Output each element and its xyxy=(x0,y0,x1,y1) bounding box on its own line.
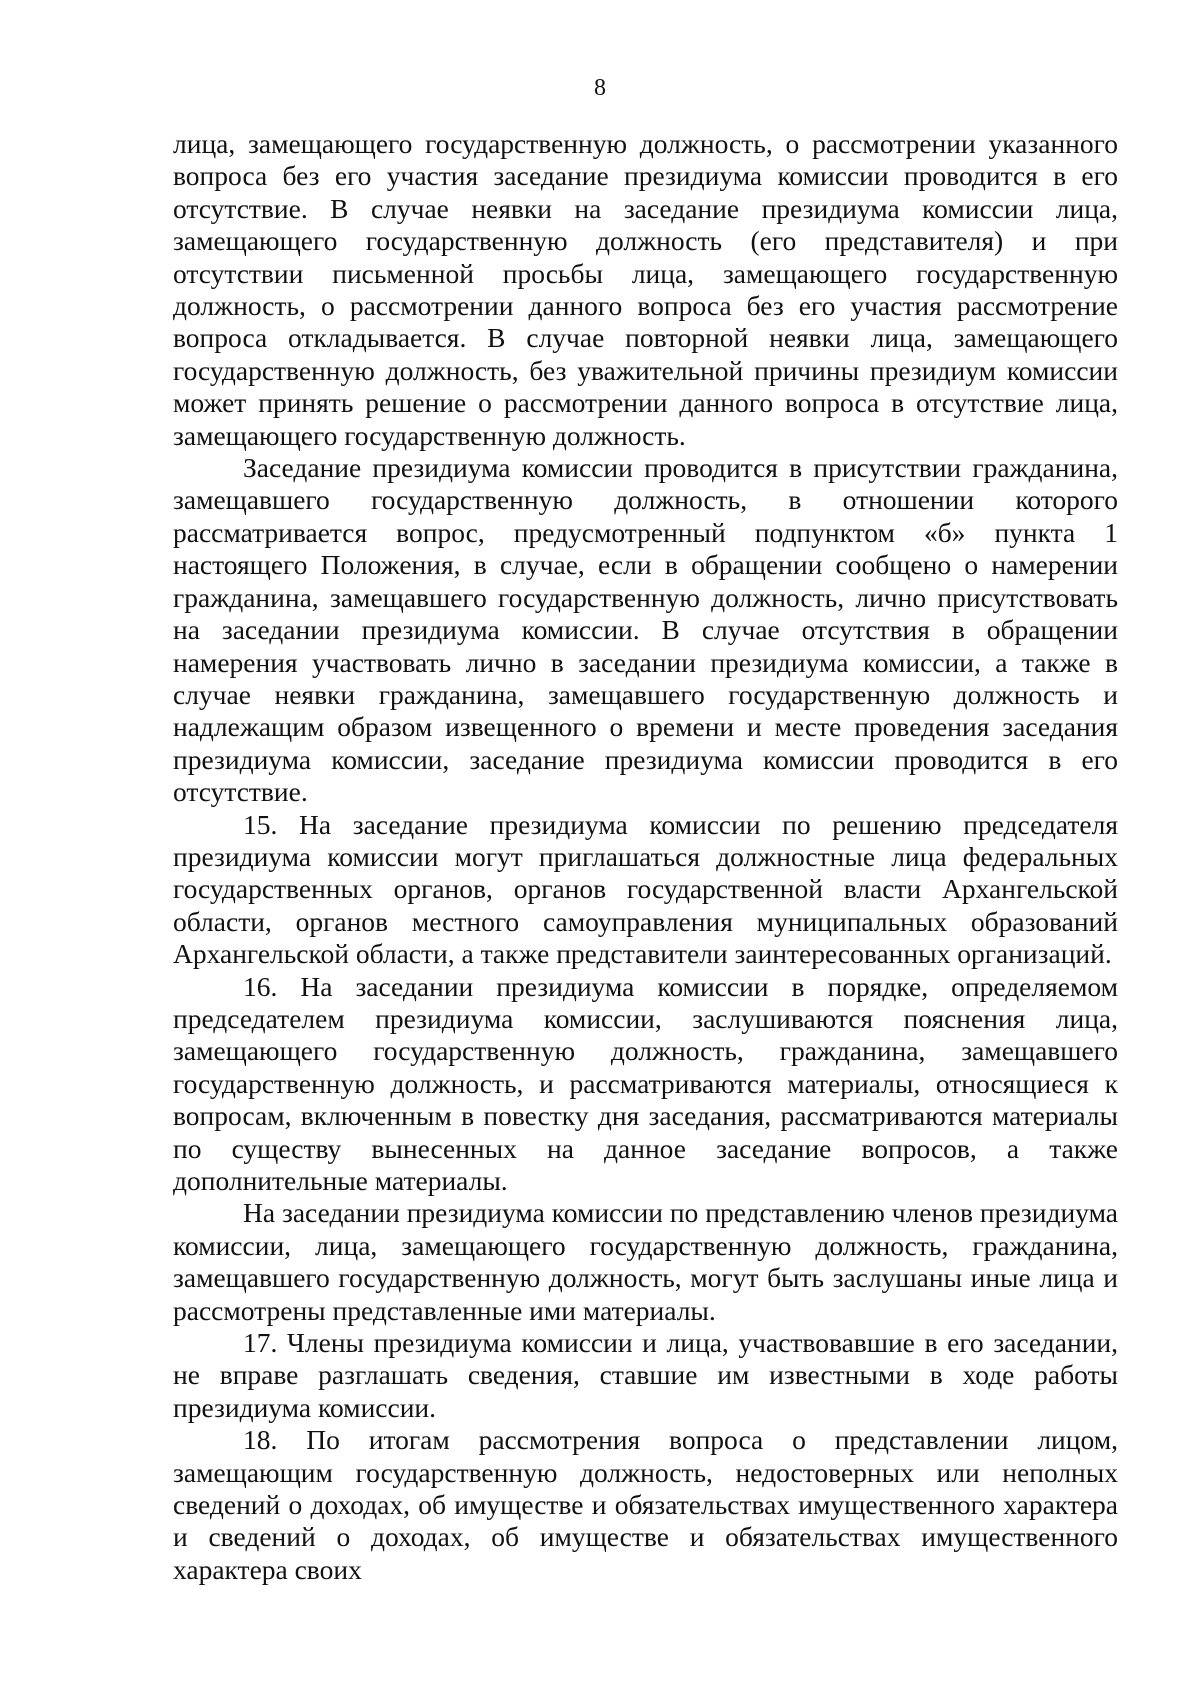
document-body xyxy=(173,128,1118,1586)
paragraph-meeting-presence: Заседание президиума комиссии проводится в присутствии гражданина, замещавшего государственную должность, в отношении которого рассматривается вопрос, предусмотренный подпунктом «б» пункта 1 настоящего Положения, в случае, если в обращении сообщено о намерении гражданина, замещавшего государственную должность, лично присутствовать на заседании президиума комиссии. В случае отсутствия в обращении намерения участвовать лично в заседании президиума комиссии, а также в случае неявки гражданина, замещавшего государственную должность и надлежащим образом извещенного о времени и месте проведения заседания президиума комиссии, заседание президиума комиссии проводится в его отсутствие. xyxy=(173,452,1118,808)
paragraph-item-18: 18. По итогам рассмотрения вопроса о представлении лицом, замещающим государственную должность, недостоверных или неполных сведений о доходах, об имуществе и обязательствах имущественного характера и сведений о доходах, об имуществе и обязательствах имущественного характера своих xyxy=(173,1424,1118,1585)
paragraph-continuation: лица, замещающего государственную должность, о рассмотрении указанного вопроса без его участия заседание президиума комиссии проводится в его отсутствие. В случае неявки на заседание президиума комиссии лица, замещающего государственную должность (его представителя) и при отсутствии письменной просьбы лица, замещающего государственную должность, о рассмотрении данного вопроса без его участия рассмотрение вопроса откладывается. В случае повторной неявки лица, замещающего государственную должность, без уважительной причины президиум комиссии может принять решение о рассмотрении данного вопроса в отсутствие лица, замещающего государственную должность. xyxy=(173,128,1118,451)
page-number: 8 xyxy=(594,75,606,101)
paragraph-item-16: 16. На заседании президиума комиссии в порядке, определяемом председателем президиума комиссии, заслушиваются пояснения лица, замещающего государственную должность, гражданина, замещавшего государственную должность, и рассматриваются материалы, относящиеся к вопросам, включенным в повестку дня заседания, рассматриваются материалы по существу вынесенных на данное заседание вопросов, а также дополнительные материалы. xyxy=(173,970,1118,1196)
paragraph-item-15: 15. На заседание президиума комиссии по решению председателя президиума комиссии могут приглашаться должностные лица федеральных государственных органов, органов государственной власти Архангельской области, органов местного самоуправления муниципальных образований Архангельской области, а также представители заинтересованных организаций. xyxy=(173,808,1118,970)
paragraph-item-16-additional: На заседании президиума комиссии по представлению членов президиума комиссии, лица, замещающего государственную должность, гражданина, замещавшего государственную должность, могут быть заслушаны иные лица и рассмотрены представленные ими материалы. xyxy=(173,1197,1118,1326)
paragraph-item-17: 17. Члены президиума комиссии и лица, участвовавшие в его заседании, не вправе разглашать сведения, ставшие им известными в ходе работы президиума комиссии. xyxy=(173,1327,1118,1423)
